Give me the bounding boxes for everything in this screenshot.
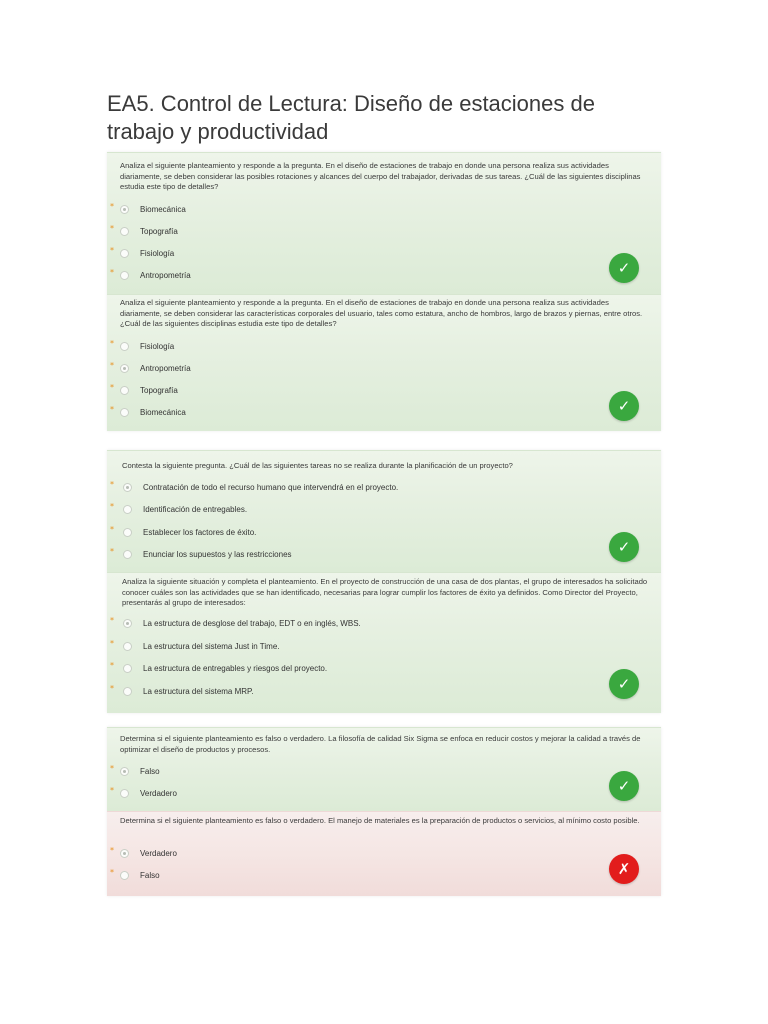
answer-option[interactable] — [107, 385, 587, 399]
radio-button[interactable] — [123, 550, 132, 559]
asterisk-icon: * — [110, 661, 114, 670]
option-label: Antropometría — [140, 364, 191, 373]
asterisk-icon: * — [110, 224, 114, 233]
answer-option[interactable] — [107, 482, 587, 496]
asterisk-icon: * — [110, 684, 114, 693]
page-title: EA5. Control de Lectura: Diseño de estaciones de trabajo y productividad — [107, 91, 595, 144]
radio-button[interactable] — [123, 664, 132, 673]
radio-button[interactable] — [123, 687, 132, 696]
option-label: Biomecánica — [140, 205, 186, 214]
answer-option[interactable] — [107, 226, 587, 240]
asterisk-icon: * — [110, 547, 114, 556]
option-label: Topografía — [140, 227, 178, 236]
x-mark-icon: ✗ — [609, 854, 639, 884]
answer-option[interactable] — [107, 848, 587, 862]
answer-option[interactable] — [107, 686, 587, 700]
option-label: Verdadero — [140, 849, 177, 858]
asterisk-icon: * — [110, 339, 114, 348]
question-text: Determina si el siguiente planteamiento es falso o verdadero. El manejo de materiales es la preparación de productos o servicios, al mínimo costo posible. — [120, 816, 640, 825]
question-text: Analiza el siguiente planteamiento y responde a la pregunta. En el diseño de estaciones de trabajo en donde una persona realiza sus actividades diariamente, se deben considerar las posibles rotaciones y alcances del cuerpo del trabajador, derivadas de sus tareas. ¿Cuál de las siguientes disciplinas estudia este tipo de detalles? — [120, 161, 641, 191]
answer-option[interactable] — [107, 870, 587, 884]
asterisk-icon: * — [110, 639, 114, 648]
radio-button[interactable] — [120, 386, 129, 395]
answer-option[interactable] — [107, 549, 587, 563]
option-label: La estructura del sistema MRP. — [143, 687, 254, 696]
radio-button-selected[interactable] — [120, 849, 129, 858]
option-label: Contratación de todo el recurso humano que intervendrá en el proyecto. — [143, 483, 399, 492]
radio-button-selected[interactable] — [120, 364, 129, 373]
option-label: Topografía — [140, 386, 178, 395]
option-label: Falso — [140, 871, 160, 880]
option-label: Identificación de entregables. — [143, 505, 248, 514]
question-card — [107, 450, 661, 572]
option-label: Falso — [140, 767, 160, 776]
answer-option[interactable] — [107, 504, 587, 518]
radio-button[interactable] — [120, 271, 129, 280]
asterisk-icon: * — [110, 246, 114, 255]
option-label: Enunciar los supuestos y las restricciones — [143, 550, 292, 559]
radio-button[interactable] — [123, 528, 132, 537]
asterisk-icon: * — [110, 202, 114, 211]
answer-option[interactable] — [107, 341, 587, 355]
answer-option[interactable] — [107, 248, 587, 262]
question-text: Contesta la siguiente pregunta. ¿Cuál de las siguientes tareas no se realiza durante la planificación de un proyecto? — [122, 461, 513, 470]
option-label: Verdadero — [140, 789, 177, 798]
question-card — [107, 811, 661, 896]
asterisk-icon: * — [110, 502, 114, 511]
answer-option[interactable] — [107, 407, 587, 421]
asterisk-icon: * — [110, 383, 114, 392]
asterisk-icon: * — [110, 361, 114, 370]
radio-button[interactable] — [120, 249, 129, 258]
radio-button-selected[interactable] — [123, 619, 132, 628]
question-card — [107, 727, 661, 811]
question-text: Analiza el siguiente planteamiento y responde a la pregunta. En el diseño de estaciones de trabajo en donde una persona realiza sus actividades diariamente, se deben considerar las características corporales del usuario, tales como estatura, ancho de hombros, largo de brazos y piernas, entre otros. ¿Cuál de las siguientes disciplinas estudia este tipo de detalles? — [120, 298, 643, 328]
radio-button[interactable] — [123, 505, 132, 514]
asterisk-icon: * — [110, 616, 114, 625]
asterisk-icon: * — [110, 764, 114, 773]
answer-option[interactable] — [107, 766, 587, 780]
option-label: Antropometría — [140, 271, 191, 280]
quiz-panel — [107, 450, 661, 713]
answer-option[interactable] — [107, 204, 587, 218]
asterisk-icon: * — [110, 268, 114, 277]
radio-button[interactable] — [120, 227, 129, 236]
check-mark-icon: ✓ — [609, 532, 639, 562]
quiz-panel — [107, 727, 661, 896]
asterisk-icon: * — [110, 525, 114, 534]
question-card — [107, 572, 661, 713]
question-text: Analiza la siguiente situación y completa el planteamiento. En el proyecto de construcción de una casa de dos plantas, el grupo de interesados ha solicitado conocer cuáles son las actividades que se han identificado, necesarias para lograr cumplir los factores de éxito ya definidos. Como Director del Proyecto, presentarás al grupo de interesados: — [122, 577, 648, 607]
asterisk-icon: * — [110, 786, 114, 795]
asterisk-icon: * — [110, 846, 114, 855]
question-text: Determina si el siguiente planteamiento es falso o verdadero. La filosofía de calidad Six Sigma se enfoca en reducir costos y mejorar la calidad a través de optimizar el diseño de productos y procesos. — [120, 734, 641, 754]
check-mark-icon: ✓ — [609, 771, 639, 801]
answer-option[interactable] — [107, 527, 587, 541]
check-mark-icon: ✓ — [609, 391, 639, 421]
option-label: La estructura de desglose del trabajo, EDT o en inglés, WBS. — [143, 619, 361, 628]
radio-button[interactable] — [120, 789, 129, 798]
radio-button-selected[interactable] — [123, 483, 132, 492]
radio-button[interactable] — [123, 642, 132, 651]
answer-option[interactable] — [107, 788, 587, 802]
answer-option[interactable] — [107, 641, 587, 655]
option-label: Establecer los factores de éxito. — [143, 528, 257, 537]
asterisk-icon: * — [110, 868, 114, 877]
answer-option[interactable] — [107, 270, 587, 284]
option-label: Fisiología — [140, 249, 175, 258]
option-label: La estructura del sistema Just in Time. — [143, 642, 280, 651]
asterisk-icon: * — [110, 405, 114, 414]
question-card — [107, 152, 661, 294]
radio-button-selected[interactable] — [120, 767, 129, 776]
radio-button-selected[interactable] — [120, 205, 129, 214]
check-mark-icon: ✓ — [609, 669, 639, 699]
answer-option[interactable] — [107, 363, 587, 377]
check-mark-icon: ✓ — [609, 253, 639, 283]
radio-button[interactable] — [120, 408, 129, 417]
question-card — [107, 294, 661, 431]
option-label: Biomecánica — [140, 408, 186, 417]
radio-button[interactable] — [120, 342, 129, 351]
answer-option[interactable] — [107, 618, 587, 632]
quiz-panel — [107, 152, 661, 431]
option-label: Fisiología — [140, 342, 175, 351]
asterisk-icon: * — [110, 480, 114, 489]
option-label: La estructura de entregables y riesgos del proyecto. — [143, 664, 328, 673]
radio-button[interactable] — [120, 871, 129, 880]
answer-option[interactable] — [107, 663, 587, 677]
